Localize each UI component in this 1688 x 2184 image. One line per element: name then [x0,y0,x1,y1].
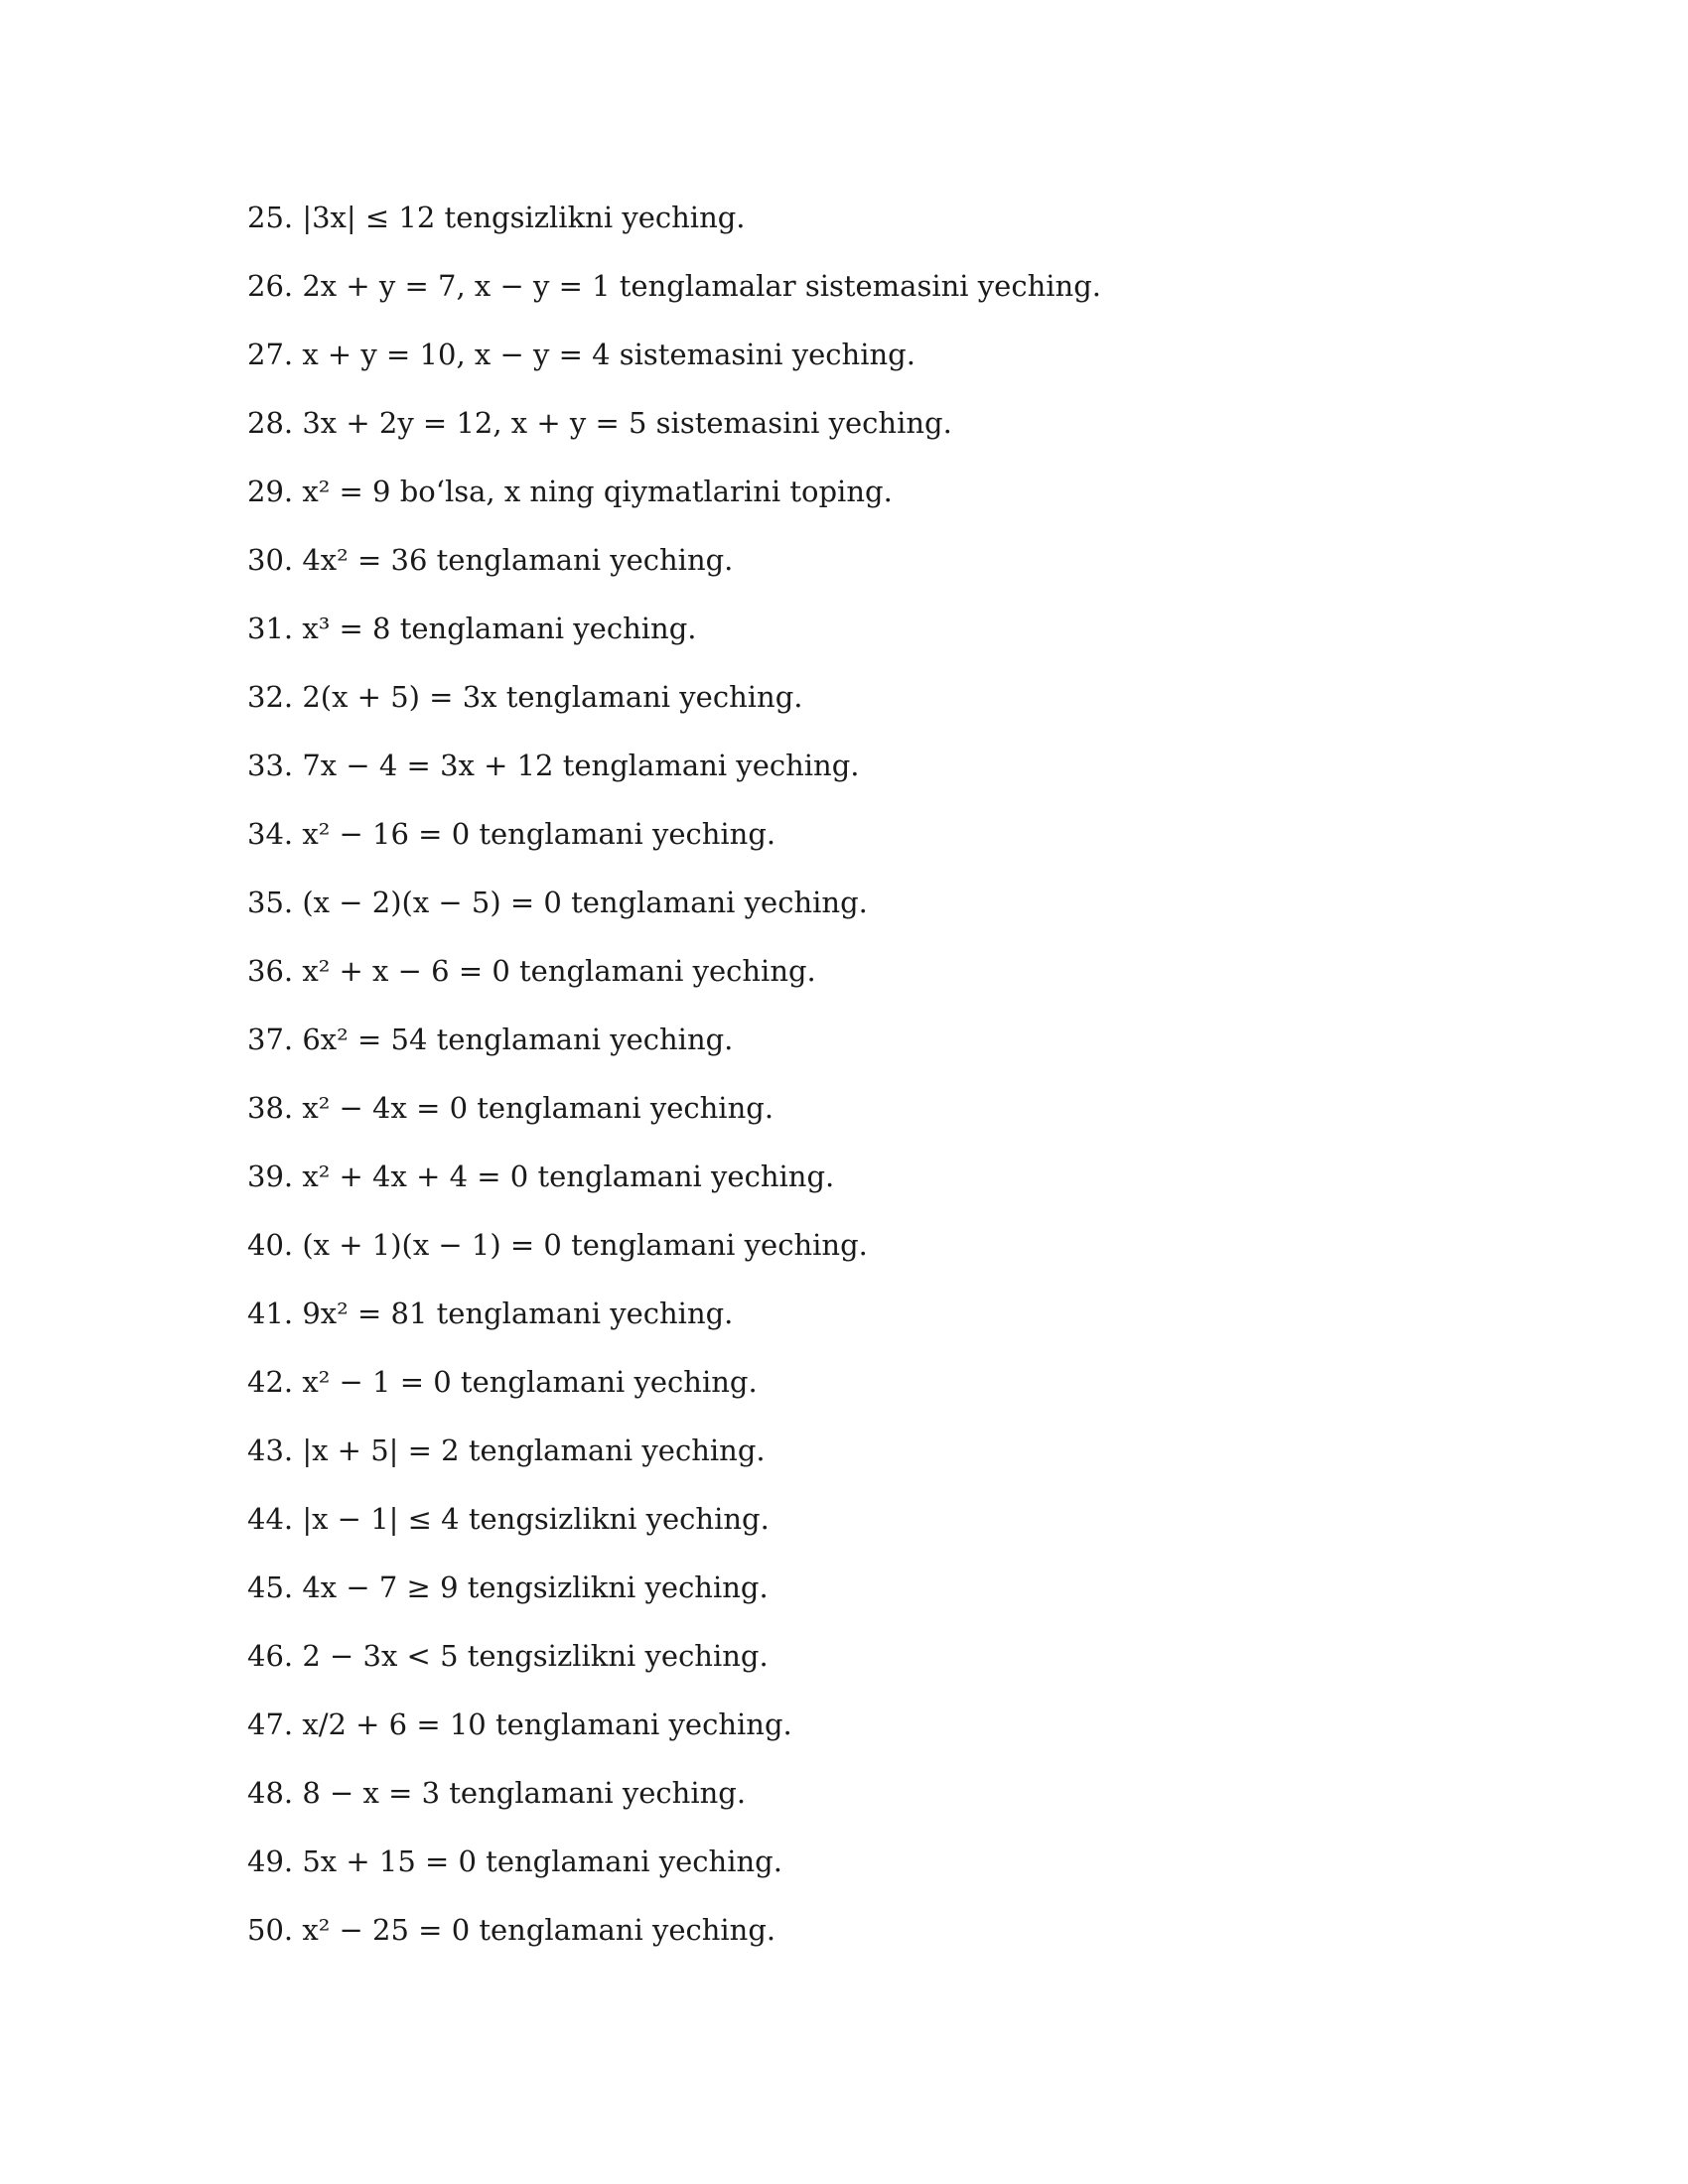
problem-item: 40. (x + 1)(x − 1) = 0 tenglamani yeching. [247,1228,868,1262]
problem-item: 36. x² + x − 6 = 0 tenglamani yeching. [247,954,816,988]
problem-item: 26. 2x + y = 7, x − y = 1 tenglamalar sistemasini yeching. [247,269,1101,303]
problem-item: 41. 9x² = 81 tenglamani yeching. [247,1297,734,1330]
problem-item: 34. x² − 16 = 0 tenglamani yeching. [247,817,776,851]
problem-item: 25. |3x| ≤ 12 tengsizlikni yeching. [247,201,746,234]
problem-item: 35. (x − 2)(x − 5) = 0 tenglamani yeching. [247,886,868,919]
problem-item: 33. 7x − 4 = 3x + 12 tenglamani yeching. [247,749,860,782]
problem-item: 47. x/2 + 6 = 10 tenglamani yeching. [247,1707,792,1741]
problem-item: 37. 6x² = 54 tenglamani yeching. [247,1023,734,1056]
problem-item: 38. x² − 4x = 0 tenglamani yeching. [247,1091,774,1125]
problem-item: 50. x² − 25 = 0 tenglamani yeching. [247,1913,776,1947]
problem-item: 49. 5x + 15 = 0 tenglamani yeching. [247,1844,782,1878]
problem-item: 32. 2(x + 5) = 3x tenglamani yeching. [247,680,803,714]
problem-item: 31. x³ = 8 tenglamani yeching. [247,612,697,645]
problem-item: 45. 4x − 7 ≥ 9 tengsizlikni yeching. [247,1570,769,1604]
problem-item: 43. |x + 5| = 2 tenglamani yeching. [247,1433,766,1467]
problem-item: 30. 4x² = 36 tenglamani yeching. [247,543,734,577]
problem-item: 42. x² − 1 = 0 tenglamani yeching. [247,1365,758,1399]
problem-item: 28. 3x + 2y = 12, x + y = 5 sistemasini yeching. [247,406,952,440]
problem-item: 27. x + y = 10, x − y = 4 sistemasini yeching. [247,338,915,371]
problem-item: 44. |x − 1| ≤ 4 tengsizlikni yeching. [247,1502,770,1536]
problem-list [247,195,1101,1976]
problem-item: 48. 8 − x = 3 tenglamani yeching. [247,1776,747,1810]
problem-item: 39. x² + 4x + 4 = 0 tenglamani yeching. [247,1160,835,1193]
problem-item: 46. 2 − 3x < 5 tengsizlikni yeching. [247,1639,769,1673]
problem-item: 29. x² = 9 bo‘lsa, x ning qiymatlarini toping. [247,475,893,508]
